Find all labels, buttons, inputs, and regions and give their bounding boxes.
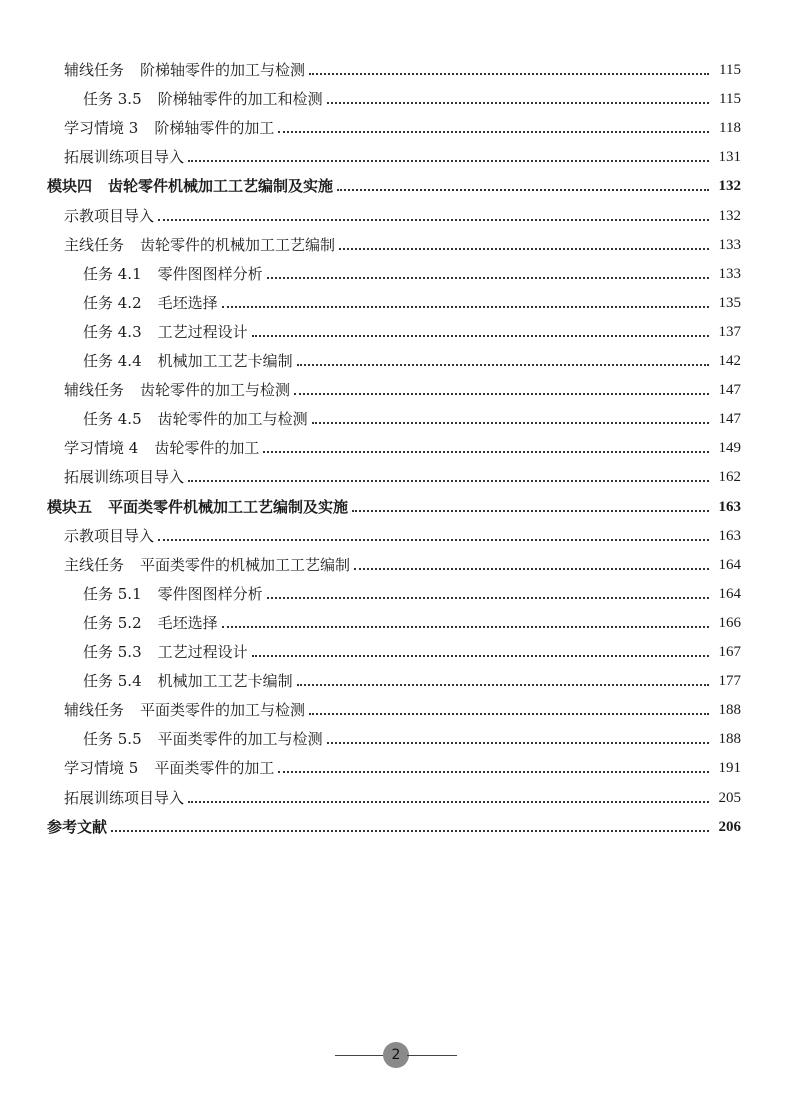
- toc-entry-label: 任务 4.3: [83, 322, 142, 341]
- toc-entry-title: 毛坯选择: [157, 293, 218, 312]
- toc-entry[interactable]: [83, 255, 741, 284]
- toc-entry-page-number: 177: [718, 673, 741, 690]
- toc-entry-label: 模块四: [47, 177, 93, 196]
- toc-entry[interactable]: [83, 575, 741, 604]
- toc-dot-leader: [278, 130, 709, 133]
- toc-entry-page-number: 132: [718, 178, 741, 195]
- toc-entry-page-number: 205: [718, 789, 741, 806]
- toc-entry-label: 任务 5.4: [83, 672, 142, 691]
- toc-dot-leader: [327, 101, 709, 104]
- toc-dot-leader: [337, 188, 709, 191]
- toc-entry[interactable]: [83, 313, 741, 342]
- toc-entry-label: 学习情境 5: [64, 759, 139, 778]
- toc-dot-leader: [267, 596, 709, 599]
- toc-dot-leader: [309, 712, 709, 715]
- toc-entry-label: 任务 4.1: [83, 264, 142, 283]
- toc-entry[interactable]: [83, 80, 741, 109]
- toc-entry-title: 机械加工工艺卡编制: [157, 672, 293, 691]
- toc-dot-leader: [188, 800, 709, 803]
- toc-entry-page-number: 164: [718, 585, 741, 602]
- toc-entry-title: 平面类零件的机械加工工艺编制: [140, 555, 351, 574]
- toc-entry-page-number: 115: [719, 62, 741, 78]
- toc-entry[interactable]: [64, 226, 741, 255]
- toc-entry-title: 平面类零件的加工: [154, 759, 275, 778]
- toc-entry[interactable]: [64, 51, 741, 80]
- toc-entry[interactable]: [83, 400, 741, 429]
- toc-entry-label: 主线任务: [64, 235, 125, 254]
- toc-dot-leader: [222, 625, 709, 628]
- toc-dot-leader: [352, 509, 709, 512]
- toc-dot-leader: [158, 218, 709, 221]
- toc-entry-label: 示教项目导入: [64, 526, 155, 545]
- toc-dot-leader: [222, 305, 709, 308]
- toc-dot-leader: [297, 683, 709, 686]
- toc-entry-page-number: 206: [718, 818, 741, 835]
- toc-entry-title: 阶梯轴零件的加工与检测: [140, 61, 306, 79]
- toc-entry-label: 辅线任务: [64, 381, 125, 400]
- toc-entry-page-number: 162: [718, 469, 741, 486]
- toc-entry-title: 毛坯选择: [157, 613, 218, 632]
- toc-entry-title: 工艺过程设计: [157, 643, 248, 661]
- toc-dot-leader: [263, 450, 709, 453]
- toc-entry[interactable]: [64, 779, 741, 808]
- toc-entry-page-number: 147: [718, 382, 741, 399]
- toc-entry[interactable]: [64, 517, 741, 546]
- toc-entry[interactable]: [83, 633, 741, 662]
- toc-entry-page-number: 118: [719, 120, 741, 137]
- footer-rule-right: [407, 1055, 457, 1056]
- toc-dot-leader: [354, 567, 709, 570]
- toc-entry-label: 主线任务: [64, 555, 125, 574]
- toc-entry-label: 辅线任务: [64, 61, 125, 79]
- page-number: 2: [391, 1047, 401, 1063]
- toc-entry-title: 齿轮零件的机械加工工艺编制: [140, 235, 336, 254]
- toc-entry-title: 齿轮零件机械加工工艺编制及实施: [108, 177, 334, 196]
- toc-entry-title: 阶梯轴零件的加工: [154, 119, 275, 138]
- toc-entry-page-number: 137: [718, 323, 741, 340]
- toc-entry-label: 拓展训练项目导入: [64, 788, 185, 807]
- toc-entry-label: 学习情境 3: [64, 119, 139, 138]
- toc-entry-label: 任务 5.5: [83, 730, 142, 749]
- toc-entry-title: 齿轮零件的加工与检测: [140, 381, 291, 400]
- toc-entry-label: 任务 5.1: [83, 584, 142, 603]
- toc-entry[interactable]: [83, 342, 741, 371]
- toc-entry-title: 平面类零件的加工与检测: [140, 701, 306, 720]
- toc-dot-leader: [188, 159, 709, 162]
- toc-entry-title: 零件图图样分析: [157, 264, 263, 283]
- toc-entry-title: 阶梯轴零件的加工和检测: [157, 90, 323, 109]
- toc-entry[interactable]: [83, 662, 741, 691]
- toc-entry-title: 平面类零件机械加工工艺编制及实施: [108, 497, 349, 516]
- toc-entry-title: 机械加工工艺卡编制: [157, 352, 293, 370]
- toc-dot-leader: [297, 363, 709, 366]
- toc-entry[interactable]: [64, 109, 741, 138]
- toc-dot-leader: [267, 276, 709, 279]
- toc-entry-title: 零件图图样分析: [157, 584, 263, 603]
- toc-entry-label: 任务 3.5: [83, 90, 142, 109]
- toc-dot-leader: [158, 538, 709, 541]
- toc-dot-leader: [278, 770, 709, 773]
- toc-dot-leader: [312, 421, 709, 424]
- toc-entry-page-number: 163: [718, 498, 741, 515]
- toc-entry-label: 拓展训练项目导入: [64, 148, 185, 167]
- toc-entry-label: 任务 4.5: [83, 410, 142, 429]
- toc-dot-leader: [309, 72, 709, 75]
- toc-entry-page-number: 135: [718, 294, 741, 311]
- toc-dot-leader: [294, 392, 709, 395]
- toc-entry-page-number: 166: [718, 614, 741, 631]
- toc-entry-label: 拓展训练项目导入: [64, 468, 185, 487]
- toc-dot-leader: [252, 654, 709, 657]
- toc-entry[interactable]: [83, 284, 741, 313]
- toc-entry[interactable]: [64, 429, 741, 458]
- toc-entry-page-number: 133: [718, 265, 741, 282]
- toc-dot-leader: [339, 247, 709, 250]
- toc-dot-leader: [188, 479, 709, 482]
- toc-entry-page-number: 132: [718, 207, 741, 224]
- page-number-badge: [383, 1042, 409, 1068]
- toc-entry-title: 平面类零件的加工与检测: [157, 730, 323, 749]
- toc-entry-label: 学习情境 4: [64, 439, 139, 458]
- toc-entry[interactable]: [47, 167, 741, 196]
- toc-entry[interactable]: [64, 197, 741, 226]
- toc-entry[interactable]: [47, 488, 741, 517]
- toc-entry-label: 任务 5.2: [83, 613, 142, 632]
- toc-entry-label: 辅线任务: [64, 701, 125, 720]
- footer-rule-left: [335, 1055, 383, 1056]
- toc-entry[interactable]: [64, 371, 741, 400]
- toc-entry-title: 工艺过程设计: [157, 322, 248, 341]
- toc-entry[interactable]: [64, 691, 741, 720]
- toc-entry-title: 齿轮零件的加工与检测: [157, 410, 308, 429]
- toc-entry-page-number: 131: [718, 149, 741, 166]
- toc-entry-page-number: 133: [718, 236, 741, 253]
- page-footer: [0, 1040, 790, 1070]
- toc-entry[interactable]: [83, 720, 741, 749]
- toc-entry-page-number: 115: [719, 91, 741, 108]
- toc-entry-page-number: 164: [718, 556, 741, 573]
- toc-entry-page-number: 142: [718, 353, 741, 369]
- toc-entry-label: 示教项目导入: [64, 206, 155, 225]
- toc-dot-leader: [111, 829, 709, 832]
- toc-entry-page-number: 147: [718, 411, 741, 428]
- toc-entry[interactable]: [47, 808, 741, 837]
- toc-entry-title: 齿轮零件的加工: [154, 439, 260, 458]
- toc-entry-label: 任务 5.3: [83, 643, 142, 661]
- toc-entry[interactable]: [83, 604, 741, 633]
- toc-entry-page-number: 188: [718, 731, 741, 748]
- toc-entry-page-number: 167: [718, 644, 741, 660]
- toc-entry-label: 任务 4.2: [83, 293, 142, 312]
- toc-entry-label: 模块五: [47, 497, 93, 516]
- toc-entry-page-number: 149: [718, 440, 741, 457]
- toc-entry-label: 参考文献: [47, 817, 108, 836]
- toc-entry-page-number: 188: [718, 702, 741, 719]
- toc-entry[interactable]: [64, 749, 741, 778]
- toc-entry[interactable]: [64, 458, 741, 487]
- toc-entry-page-number: 191: [718, 760, 741, 777]
- toc-dot-leader: [252, 334, 709, 337]
- toc-entry[interactable]: [64, 546, 741, 575]
- toc-entry-page-number: 163: [718, 527, 741, 544]
- toc-entry[interactable]: [64, 138, 741, 167]
- toc-dot-leader: [327, 741, 709, 744]
- toc-entry-label: 任务 4.4: [83, 352, 142, 370]
